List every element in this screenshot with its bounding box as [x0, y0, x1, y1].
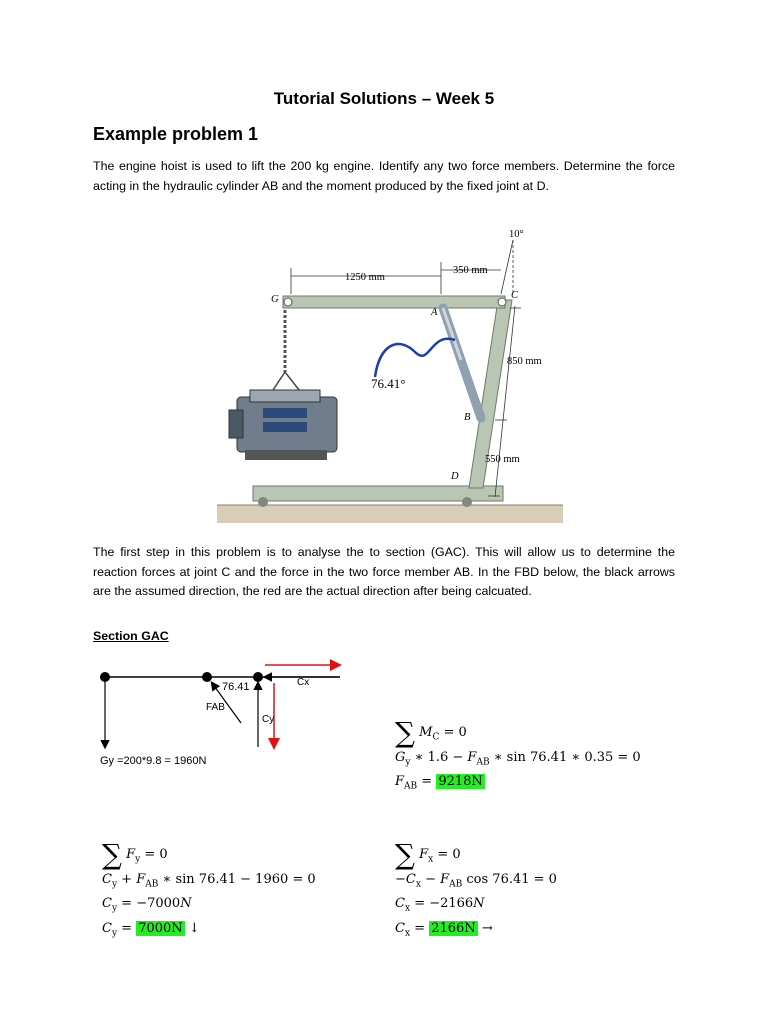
point-d-label: D [451, 471, 459, 482]
fbd-cx-label: Cx [297, 677, 310, 688]
engine-icon [229, 390, 337, 460]
fab-result: 9218N [438, 774, 483, 790]
fy-equation: ∑ $F_y = 0$ $C_y + F_{AB}$ ∗ sin 76.41 − 1960 = 0 $C_y = -7000N$ $C_y = 7000N$ ↓ [102, 838, 316, 939]
down-arrow-icon: ↓ [188, 920, 200, 936]
wheel-icon [258, 497, 268, 507]
right-arrow-icon: → [481, 920, 493, 936]
ground [217, 505, 563, 523]
section-label: Section GAC [93, 629, 169, 643]
point-c-label: C [511, 290, 519, 301]
page-title: Tutorial Solutions – Week 5 [273, 89, 495, 108]
cy-result: 7000N [138, 920, 183, 936]
point-g-label: G [271, 294, 279, 305]
analysis-description: The first step in this problem is to analyse the to section (GAC). This will allow us to determine the reaction forces at joint C and the force in the two force member AB. In the FBD below, the black arrows are the assumed direction, the red are the actual direction after being calcuated. [93, 545, 675, 598]
cx-result: 2166N [431, 920, 476, 936]
point-a-label: A [431, 307, 438, 318]
pin-icon [498, 298, 506, 306]
dim-850: 850 mm [507, 356, 542, 367]
wheel-icon [462, 497, 472, 507]
fbd-gy-label: Gy =200*9.8 = 1960N [100, 755, 207, 767]
hoist-boom [283, 296, 505, 308]
problem-statement: The engine hoist is used to lift the 200 kg engine. Identify any two force members. Determine the force acting in the hydraulic cylinder AB and the moment produced by the fixed joint at D. [93, 159, 675, 193]
dim-1250: 1250 mm [345, 272, 385, 283]
hydraulic-hose [375, 339, 455, 377]
free-body-diagram [95, 655, 355, 760]
moment-equation: ∑ $M_C = 0$ $G_y$ ∗ $1.6 - F_{AB}$ ∗ sin 76.41 ∗ 0.35 = 0 $F_{AB} = 9218N$ [395, 716, 641, 792]
dim-350: 350 mm [453, 265, 488, 276]
engine-hoist-figure [215, 222, 565, 527]
angle-10: 10° [509, 229, 524, 240]
fbd-angle-label: 76.41 [222, 681, 250, 693]
dim-550: 550 mm [485, 454, 520, 465]
fx-equation: ∑ $F_x = 0$ $-C_x - F_{AB}$ cos 76.41 = 0 $C_x = -2166N$ $C_x = 2166N$ → [395, 838, 557, 939]
fbd-fab-label: FAB [206, 702, 225, 713]
fbd-cy-label: Cy [262, 714, 275, 725]
joint-a [202, 672, 212, 682]
joint-c [253, 672, 263, 682]
problem-heading: Example problem 1 [93, 124, 259, 144]
point-b-label: B [464, 412, 471, 423]
angle-76: 76.41° [371, 376, 406, 391]
pin-icon [284, 298, 292, 306]
